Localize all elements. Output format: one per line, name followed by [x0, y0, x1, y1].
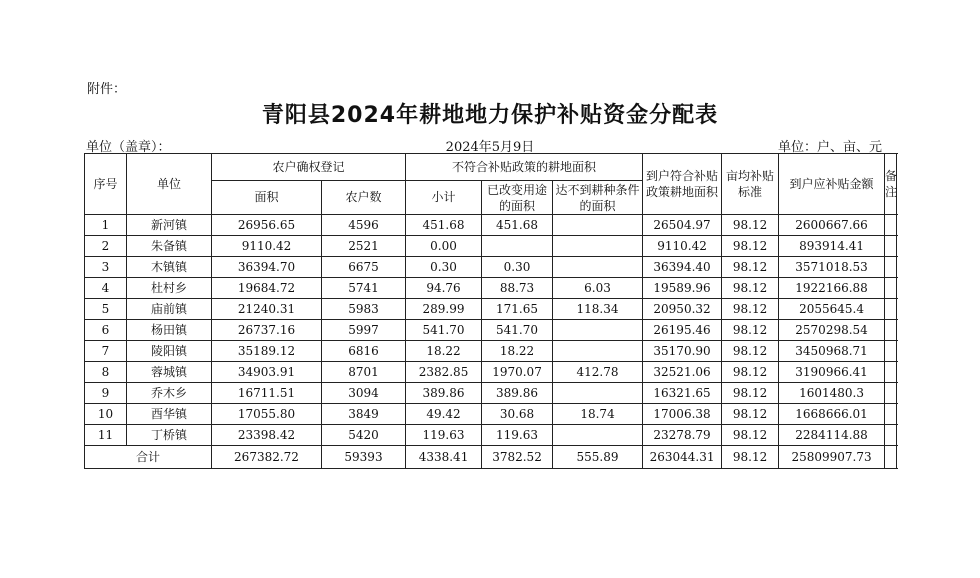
- unit-seal-label: 单位（盖章）：: [86, 140, 171, 155]
- header-changed-use: 已改变用途的面积: [482, 181, 553, 215]
- header-amount: 到户应补贴金额: [779, 154, 885, 215]
- cell-standard: 98.12: [722, 215, 779, 236]
- cell-not-meeting: [553, 383, 643, 404]
- header-households: 农户数: [322, 181, 406, 215]
- cell-amount: 2284114.88: [779, 425, 885, 446]
- cell-eligible-area: 20950.32: [643, 299, 722, 320]
- cell-subtotal: 119.63: [406, 425, 482, 446]
- cell-not-meeting: [553, 236, 643, 257]
- cell-subtotal: 0.30: [406, 257, 482, 278]
- cell-subtotal: 18.22: [406, 341, 482, 362]
- cell-remarks: [885, 257, 897, 278]
- total-subtotal: 4338.41: [406, 446, 482, 469]
- cell-remarks: [885, 362, 897, 383]
- cell-amount: 3450968.71: [779, 341, 885, 362]
- cell-changed-use: [482, 236, 553, 257]
- total-label: 合计: [85, 446, 212, 469]
- cell-area: 19684.72: [212, 278, 322, 299]
- cell-remarks: [885, 278, 897, 299]
- cell-seq: 6: [85, 320, 127, 341]
- cell-seq: 5: [85, 299, 127, 320]
- cell-amount: 2600667.66: [779, 215, 885, 236]
- cell-amount: 1601480.3: [779, 383, 885, 404]
- cell-eligible-area: 35170.90: [643, 341, 722, 362]
- cell-amount: 1922166.88: [779, 278, 885, 299]
- subsidy-table: [84, 153, 897, 469]
- cell-remarks: [885, 425, 897, 446]
- cell-remarks: [885, 383, 897, 404]
- header-not-meeting: 达不到耕种条件的面积: [553, 181, 643, 215]
- cell-seq: 1: [85, 215, 127, 236]
- table-row: [85, 383, 897, 404]
- cell-remarks: [885, 215, 897, 236]
- total-amount: 25809907.73: [779, 446, 885, 469]
- cell-standard: 98.12: [722, 236, 779, 257]
- cell-amount: 1668666.01: [779, 404, 885, 425]
- cell-changed-use: 0.30: [482, 257, 553, 278]
- cell-standard: 98.12: [722, 362, 779, 383]
- cell-seq: 7: [85, 341, 127, 362]
- cell-not-meeting: [553, 215, 643, 236]
- cell-eligible-area: 17006.38: [643, 404, 722, 425]
- cell-subtotal: 389.86: [406, 383, 482, 404]
- cell-changed-use: 389.86: [482, 383, 553, 404]
- cell-area: 16711.51: [212, 383, 322, 404]
- cell-seq: 8: [85, 362, 127, 383]
- cell-standard: 98.12: [722, 257, 779, 278]
- cell-area: 36394.70: [212, 257, 322, 278]
- cell-area: 21240.31: [212, 299, 322, 320]
- cell-not-meeting: [553, 341, 643, 362]
- cell-households: 2521: [322, 236, 406, 257]
- cell-remarks: [885, 299, 897, 320]
- cell-changed-use: 88.73: [482, 278, 553, 299]
- cell-remarks: [885, 236, 897, 257]
- cell-unit: 新河镇: [127, 215, 212, 236]
- cell-not-meeting: 6.03: [553, 278, 643, 299]
- cell-subtotal: 49.42: [406, 404, 482, 425]
- table-row: [85, 362, 897, 383]
- table-row: [85, 341, 897, 362]
- cell-area: 9110.42: [212, 236, 322, 257]
- units-label: 单位：户、亩、元: [777, 140, 882, 155]
- total-standard: 98.12: [722, 446, 779, 469]
- header-eligible-area: 到户符合补贴政策耕地面积: [643, 154, 722, 215]
- cell-eligible-area: 16321.65: [643, 383, 722, 404]
- total-not-meeting: 555.89: [553, 446, 643, 469]
- cell-subtotal: 541.70: [406, 320, 482, 341]
- cell-not-meeting: [553, 257, 643, 278]
- cell-amount: 3190966.41: [779, 362, 885, 383]
- cell-seq: 3: [85, 257, 127, 278]
- header-noncompliant-group: 不符合补贴政策的耕地面积: [406, 154, 643, 181]
- cell-changed-use: 18.22: [482, 341, 553, 362]
- cell-eligible-area: 32521.06: [643, 362, 722, 383]
- cell-standard: 98.12: [722, 320, 779, 341]
- cell-seq: 4: [85, 278, 127, 299]
- table-row: [85, 425, 897, 446]
- cell-area: 35189.12: [212, 341, 322, 362]
- cell-amount: 893914.41: [779, 236, 885, 257]
- cell-not-meeting: [553, 320, 643, 341]
- cell-amount: 2055645.4: [779, 299, 885, 320]
- total-remarks: [885, 446, 897, 469]
- cell-unit: 蓉城镇: [127, 362, 212, 383]
- cell-unit: 朱备镇: [127, 236, 212, 257]
- cell-changed-use: 171.65: [482, 299, 553, 320]
- cell-unit: 庙前镇: [127, 299, 212, 320]
- cell-not-meeting: 18.74: [553, 404, 643, 425]
- cell-eligible-area: 23278.79: [643, 425, 722, 446]
- cell-area: 34903.91: [212, 362, 322, 383]
- cell-standard: 98.12: [722, 341, 779, 362]
- cell-amount: 3571018.53: [779, 257, 885, 278]
- header-seq: 序号: [85, 154, 127, 215]
- cell-subtotal: 94.76: [406, 278, 482, 299]
- cell-eligible-area: 26504.97: [643, 215, 722, 236]
- cell-seq: 10: [85, 404, 127, 425]
- cell-households: 5983: [322, 299, 406, 320]
- cell-households: 5997: [322, 320, 406, 341]
- header-remarks: 备注: [885, 154, 897, 215]
- total-households: 59393: [322, 446, 406, 469]
- cell-subtotal: 289.99: [406, 299, 482, 320]
- table-row: [85, 320, 897, 341]
- cell-unit: 木镇镇: [127, 257, 212, 278]
- header-registration-group: 农户确权登记: [212, 154, 406, 181]
- attachment-label: 附件：: [87, 82, 127, 97]
- cell-households: 3849: [322, 404, 406, 425]
- cell-changed-use: 451.68: [482, 215, 553, 236]
- total-eligible-area: 263044.31: [643, 446, 722, 469]
- cell-unit: 乔木乡: [127, 383, 212, 404]
- cell-standard: 98.12: [722, 383, 779, 404]
- cell-households: 8701: [322, 362, 406, 383]
- cell-standard: 98.12: [722, 404, 779, 425]
- cell-unit: 丁桥镇: [127, 425, 212, 446]
- cell-changed-use: 1970.07: [482, 362, 553, 383]
- page-title: 青阳县2024年耕地地力保护补贴资金分配表: [261, 103, 719, 128]
- cell-eligible-area: 9110.42: [643, 236, 722, 257]
- header-area: 面积: [212, 181, 322, 215]
- total-changed-use: 3782.52: [482, 446, 553, 469]
- cell-changed-use: 119.63: [482, 425, 553, 446]
- cell-subtotal: 2382.85: [406, 362, 482, 383]
- total-area: 267382.72: [212, 446, 322, 469]
- cell-area: 26956.65: [212, 215, 322, 236]
- cell-remarks: [885, 341, 897, 362]
- table-row: [85, 299, 897, 320]
- cell-subtotal: 0.00: [406, 236, 482, 257]
- cell-unit: 酉华镇: [127, 404, 212, 425]
- cell-unit: 陵阳镇: [127, 341, 212, 362]
- table-row: [85, 278, 897, 299]
- cell-households: 4596: [322, 215, 406, 236]
- header-subtotal: 小计: [406, 181, 482, 215]
- cell-subtotal: 451.68: [406, 215, 482, 236]
- cell-unit: 杨田镇: [127, 320, 212, 341]
- cell-not-meeting: 118.34: [553, 299, 643, 320]
- table-row: [85, 215, 897, 236]
- cell-households: 5741: [322, 278, 406, 299]
- cell-eligible-area: 36394.40: [643, 257, 722, 278]
- cell-households: 6816: [322, 341, 406, 362]
- cell-area: 23398.42: [212, 425, 322, 446]
- table-row: [85, 236, 897, 257]
- cell-changed-use: 30.68: [482, 404, 553, 425]
- cell-amount: 2570298.54: [779, 320, 885, 341]
- document-date: 2024年5月9日: [445, 140, 535, 155]
- cell-remarks: [885, 404, 897, 425]
- cell-remarks: [885, 320, 897, 341]
- cell-changed-use: 541.70: [482, 320, 553, 341]
- cell-seq: 2: [85, 236, 127, 257]
- cell-households: 6675: [322, 257, 406, 278]
- cell-not-meeting: 412.78: [553, 362, 643, 383]
- header-unit: 单位: [127, 154, 212, 215]
- cell-eligible-area: 19589.96: [643, 278, 722, 299]
- header-standard: 亩均补贴标准: [722, 154, 779, 215]
- cell-seq: 9: [85, 383, 127, 404]
- cell-eligible-area: 26195.46: [643, 320, 722, 341]
- cell-area: 17055.80: [212, 404, 322, 425]
- cell-area: 26737.16: [212, 320, 322, 341]
- table-row: [85, 257, 897, 278]
- table-row: [85, 404, 897, 425]
- total-row: [85, 446, 897, 469]
- cell-standard: 98.12: [722, 425, 779, 446]
- cell-households: 5420: [322, 425, 406, 446]
- cell-not-meeting: [553, 425, 643, 446]
- cell-unit: 杜村乡: [127, 278, 212, 299]
- cell-seq: 11: [85, 425, 127, 446]
- cell-standard: 98.12: [722, 278, 779, 299]
- cell-households: 3094: [322, 383, 406, 404]
- cell-standard: 98.12: [722, 299, 779, 320]
